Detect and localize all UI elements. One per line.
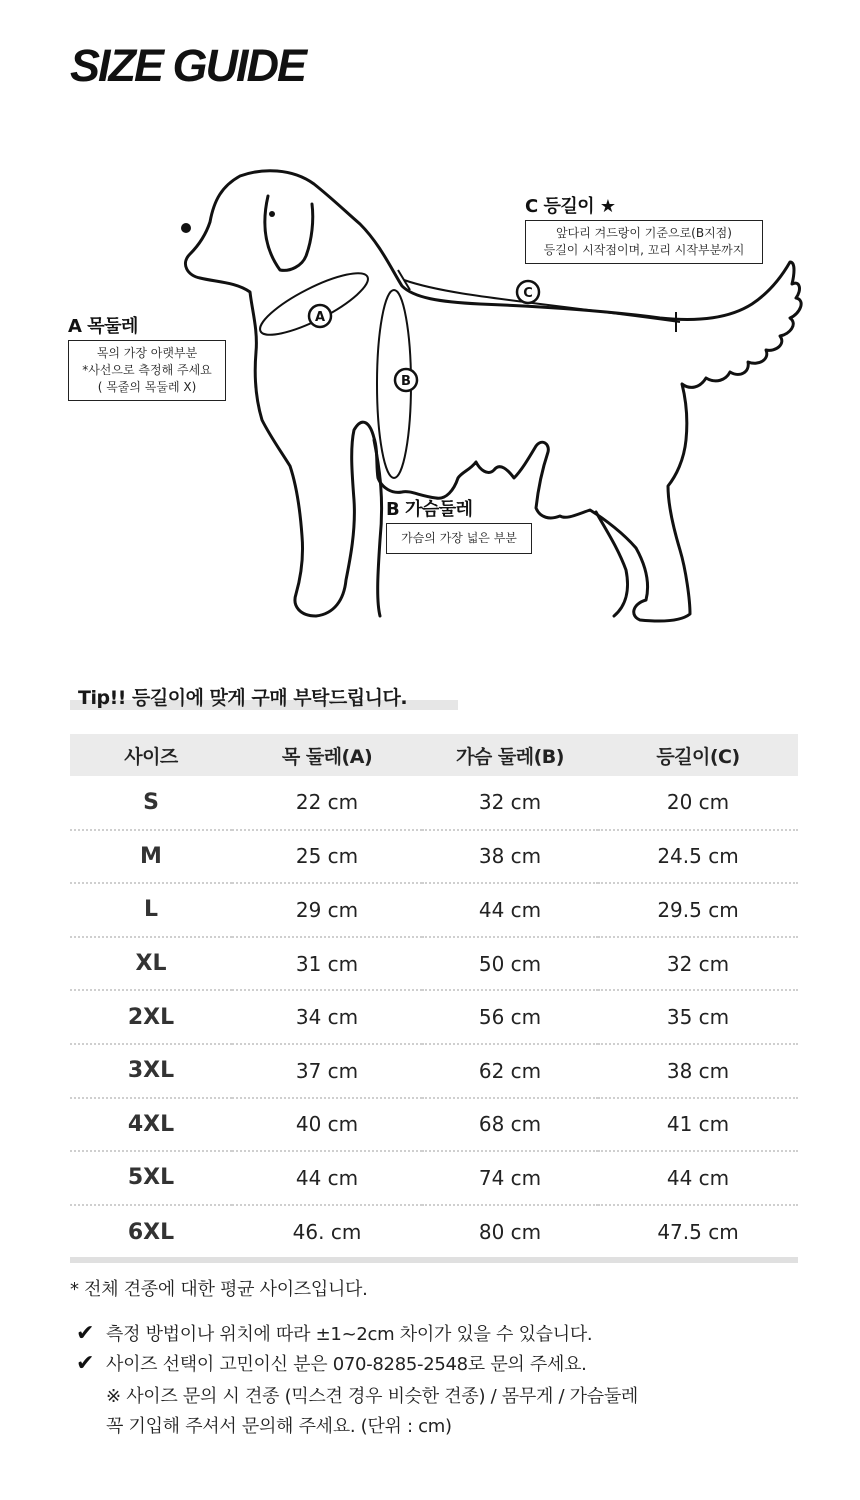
svg-text:A: A bbox=[314, 310, 326, 325]
check-item-contact bbox=[76, 1350, 587, 1376]
checkmark-icon: ✔ bbox=[76, 1350, 95, 1376]
cell-neck: 31 cm bbox=[232, 937, 422, 991]
check-text-contact: 사이즈 선택이 고민이신 분은 070-8285-2548로 문의 주세요. bbox=[106, 1354, 587, 1375]
marker-a bbox=[309, 305, 331, 327]
cell-neck: 34 cm bbox=[232, 990, 422, 1044]
table-row bbox=[70, 1044, 798, 1098]
cell-size: 3XL bbox=[70, 1044, 232, 1098]
table-row bbox=[70, 1205, 798, 1259]
check-item-tolerance bbox=[76, 1320, 592, 1346]
header-neck: 목 둘레(A) bbox=[232, 734, 422, 776]
cell-chest: 56 cm bbox=[422, 990, 598, 1044]
cell-neck: 37 cm bbox=[232, 1044, 422, 1098]
cell-back-length: 20 cm bbox=[598, 776, 798, 830]
cell-neck: 46. cm bbox=[292, 1220, 362, 1245]
header-size: 사이즈 bbox=[70, 734, 232, 776]
table-row bbox=[70, 883, 798, 937]
cell-chest: 80 cm bbox=[478, 1220, 542, 1245]
header-chest: 가슴 둘레(B) bbox=[422, 734, 598, 776]
cell-size: M bbox=[70, 830, 232, 884]
tip-text: Tip!! 등길이에 맞게 구매 부탁드립니다. bbox=[78, 687, 408, 709]
cell-back-length: 24.5 cm bbox=[598, 830, 798, 884]
note-b-line-1: 가슴의 가장 넓은 부분 bbox=[401, 531, 517, 545]
cell-size: S bbox=[70, 776, 232, 830]
sub-note-unit: 꼭 기입해 주셔서 문의해 주세요. (단위 : cm) bbox=[106, 1416, 452, 1437]
marker-c bbox=[517, 281, 539, 303]
cell-neck: 40 cm bbox=[232, 1098, 422, 1152]
table-row bbox=[70, 1098, 798, 1152]
cell-chest: 38 cm bbox=[422, 830, 598, 884]
note-c-line-1: 앞다리 겨드랑이 기준으로(B지점) bbox=[556, 226, 732, 240]
cell-chest: 62 cm bbox=[422, 1044, 598, 1098]
cell-back-length: 47.5 cm bbox=[657, 1220, 739, 1245]
cell-size: 5XL bbox=[70, 1151, 232, 1205]
cell-chest: 68 cm bbox=[422, 1098, 598, 1152]
page-title: SIZE GUIDE bbox=[70, 40, 306, 91]
cell-back-length: 35 cm bbox=[598, 990, 798, 1044]
cell-chest: 74 cm bbox=[422, 1151, 598, 1205]
cell-size: XL bbox=[70, 937, 232, 991]
note-a-line-3: ( 목줄의 목둘레 X) bbox=[97, 380, 197, 394]
cell-back-length: 41 cm bbox=[598, 1098, 798, 1152]
table-row bbox=[70, 776, 798, 830]
header-back-length: 등길이(C) bbox=[598, 734, 798, 776]
dog-measurement-diagram bbox=[0, 110, 860, 640]
cell-back-length: 38 cm bbox=[598, 1044, 798, 1098]
cell-neck: 44 cm bbox=[232, 1151, 422, 1205]
note-b-chest bbox=[386, 523, 532, 554]
cell-chest: 50 cm bbox=[422, 937, 598, 991]
cell-neck: 29 cm bbox=[232, 883, 422, 937]
table-row bbox=[70, 830, 798, 884]
cell-size: L bbox=[70, 883, 232, 937]
tip-banner bbox=[70, 683, 407, 710]
svg-text:C: C bbox=[523, 286, 533, 301]
sub-note-inquiry: ※ 사이즈 문의 시 견종 (믹스견 경우 비슷한 견종) / 몸무게 / 가슴둘레 bbox=[106, 1386, 639, 1407]
cell-neck: 25 cm bbox=[232, 830, 422, 884]
cell-chest: 32 cm bbox=[422, 776, 598, 830]
table-bottom-bar bbox=[70, 1257, 798, 1263]
size-table bbox=[70, 734, 798, 1258]
note-a-neck bbox=[68, 340, 226, 401]
cell-chest: 44 cm bbox=[422, 883, 598, 937]
cell-size: 2XL bbox=[70, 990, 232, 1044]
table-header-row bbox=[70, 734, 798, 776]
note-c-back-length bbox=[525, 220, 763, 264]
cell-back-length: 29.5 cm bbox=[598, 883, 798, 937]
cell-back-length: 44 cm bbox=[598, 1151, 798, 1205]
label-c-back-length: C 등길이 ★ bbox=[525, 196, 616, 217]
footnote-average: * 전체 견종에 대한 평균 사이즈입니다. bbox=[70, 1279, 368, 1300]
svg-text:B: B bbox=[401, 374, 411, 389]
check-text-tolerance: 측정 방법이나 위치에 따라 ±1~2cm 차이가 있을 수 있습니다. bbox=[106, 1324, 593, 1345]
table-row bbox=[70, 937, 798, 991]
cell-size: 4XL bbox=[70, 1098, 232, 1152]
table-row bbox=[70, 1151, 798, 1205]
checkmark-icon: ✔ bbox=[76, 1320, 95, 1346]
table-row bbox=[70, 990, 798, 1044]
cell-size: 6XL bbox=[127, 1219, 175, 1245]
marker-b bbox=[395, 369, 417, 391]
note-a-line-2: *사선으로 측정해 주세요 bbox=[82, 363, 212, 377]
label-b-chest: B 가슴둘레 bbox=[386, 499, 473, 520]
label-a-neck: A 목둘레 bbox=[68, 316, 138, 337]
note-a-line-1: 목의 가장 아랫부분 bbox=[96, 346, 198, 360]
cell-back-length: 32 cm bbox=[598, 937, 798, 991]
note-c-line-2: 등길이 시작점이며, 꼬리 시작부분까지 bbox=[543, 243, 745, 257]
cell-neck: 22 cm bbox=[232, 776, 422, 830]
